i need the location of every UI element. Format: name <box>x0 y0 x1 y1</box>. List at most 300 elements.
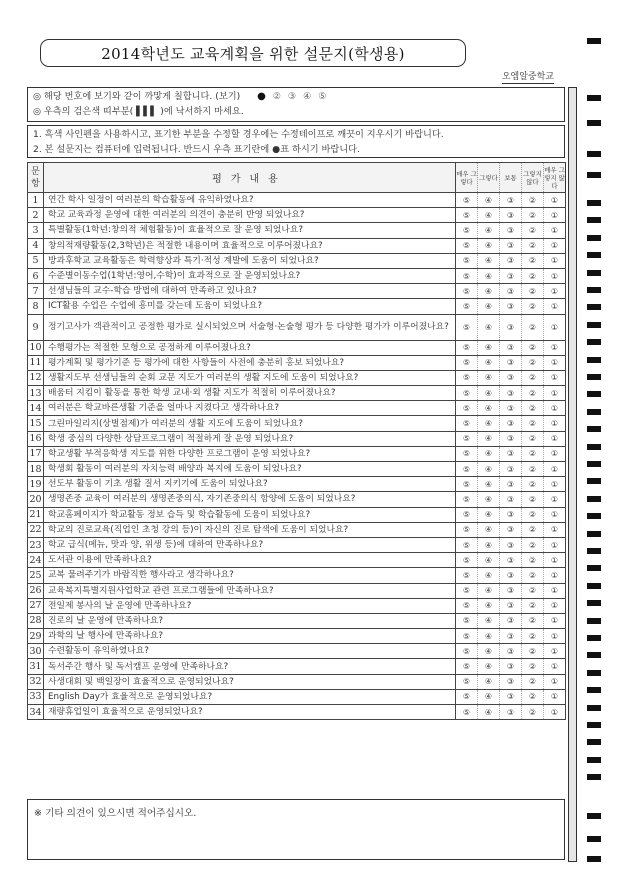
timing-mark <box>587 287 601 293</box>
answer-bubble-2[interactable]: ② <box>522 386 544 401</box>
answer-bubble-3[interactable]: ③ <box>500 299 522 314</box>
answer-bubble-1[interactable]: ① <box>544 314 566 340</box>
answer-bubble-2[interactable]: ② <box>522 370 544 385</box>
question-text: 학생회 활동이 여러분의 자치능력 배양과 복지에 도움이 되었나요? <box>44 462 456 477</box>
answer-bubble-2[interactable]: ② <box>522 613 544 628</box>
answer-bubble-5[interactable]: ⑤ <box>456 355 478 370</box>
answer-bubble-3[interactable]: ③ <box>500 223 522 238</box>
answer-bubble-5[interactable]: ⑤ <box>456 284 478 299</box>
question-row <box>28 340 566 355</box>
timing-mark <box>587 774 601 780</box>
answer-bubble-5[interactable]: ⑤ <box>456 537 478 552</box>
question-number: 20 <box>28 492 44 507</box>
answer-bubble-4[interactable]: ④ <box>478 537 500 552</box>
timing-mark <box>587 548 601 554</box>
answer-bubble-4[interactable]: ④ <box>478 644 500 659</box>
table-header <box>28 163 566 193</box>
answer-bubble-5[interactable]: ⑤ <box>456 553 478 568</box>
answer-bubble-3[interactable]: ③ <box>500 705 522 720</box>
question-row <box>28 431 566 446</box>
answer-bubble-5[interactable]: ⑤ <box>456 629 478 644</box>
question-row <box>28 553 566 568</box>
survey-table <box>27 162 566 720</box>
answer-bubble-3[interactable]: ③ <box>500 462 522 477</box>
answer-bubble-3[interactable]: ③ <box>500 477 522 492</box>
instructions-box <box>27 125 565 158</box>
question-row <box>28 208 566 223</box>
answer-bubble-1[interactable]: ① <box>544 537 566 552</box>
answer-bubble-3[interactable]: ③ <box>500 583 522 598</box>
answer-bubble-2[interactable]: ② <box>522 446 544 461</box>
question-row <box>28 507 566 522</box>
question-row <box>28 370 566 385</box>
answer-bubble-3[interactable]: ③ <box>500 644 522 659</box>
question-row <box>28 268 566 283</box>
example-options: ● ② ③ ④ ⑤ <box>257 91 329 102</box>
answer-bubble-4[interactable]: ④ <box>478 613 500 628</box>
answer-bubble-4[interactable]: ④ <box>478 659 500 674</box>
answer-bubble-5[interactable]: ⑤ <box>456 613 478 628</box>
notice-line-2: ◎ 우측의 검은색 띠부분( ▌▌▌ )에 낙서하지 마세요. <box>33 106 244 117</box>
filled-circle-icon: ● <box>257 91 268 102</box>
answer-bubble-1[interactable]: ① <box>544 553 566 568</box>
question-text: 학생 중심의 다양한 상담프로그램이 적절하게 잘 운영 되었나요? <box>44 431 456 446</box>
answer-bubble-3[interactable]: ③ <box>500 401 522 416</box>
answer-bubble-3[interactable]: ③ <box>500 507 522 522</box>
answer-bubble-2[interactable]: ② <box>522 705 544 720</box>
answer-bubble-2[interactable]: ② <box>522 583 544 598</box>
answer-bubble-5[interactable]: ⑤ <box>456 507 478 522</box>
answer-bubble-4[interactable]: ④ <box>478 386 500 401</box>
timing-mark <box>587 357 601 363</box>
question-text: 정기고사가 객관적이고 공정한 평가로 실시되었으며 서술형·논술형 평가 등 다양한 평가가 이루어졌나요? <box>44 314 456 340</box>
question-text: 독서주간 행사 및 독서캠프 운영에 만족하나요? <box>44 659 456 674</box>
timing-mark <box>587 172 601 178</box>
answer-bubble-3[interactable]: ③ <box>500 568 522 583</box>
answer-bubble-2[interactable]: ② <box>522 629 544 644</box>
answer-bubble-5[interactable]: ⑤ <box>456 568 478 583</box>
answer-bubble-1[interactable]: ① <box>544 568 566 583</box>
answer-bubble-2[interactable]: ② <box>522 268 544 283</box>
answer-bubble-4[interactable]: ④ <box>478 193 500 208</box>
answer-bubble-5[interactable]: ⑤ <box>456 598 478 613</box>
answer-bubble-5[interactable]: ⑤ <box>456 462 478 477</box>
survey-title <box>40 39 466 67</box>
answer-bubble-5[interactable]: ⑤ <box>456 299 478 314</box>
answer-bubble-1[interactable]: ① <box>544 477 566 492</box>
answer-bubble-3[interactable]: ③ <box>500 553 522 568</box>
answer-bubble-3[interactable]: ③ <box>500 629 522 644</box>
answer-bubble-2[interactable]: ② <box>522 644 544 659</box>
timing-mark <box>587 722 601 728</box>
answer-bubble-1[interactable]: ① <box>544 689 566 704</box>
answer-bubble-1[interactable]: ① <box>544 370 566 385</box>
instruction-1: 1. 흑색 사인펜을 사용하시고, 표기한 부분을 수정할 경우에는 수정테이프로 깨끗이 지우시기 바랍니다. <box>33 129 444 140</box>
answer-bubble-1[interactable]: ① <box>544 492 566 507</box>
answer-bubble-1[interactable]: ① <box>544 583 566 598</box>
timing-mark <box>587 670 601 676</box>
question-text: 선생님들의 교수-학습 방법에 대하여 만족하고 있나요? <box>44 284 456 299</box>
answer-bubble-1[interactable]: ① <box>544 507 566 522</box>
question-number: 4 <box>28 238 44 253</box>
question-number: 23 <box>28 537 44 552</box>
question-number: 14 <box>28 401 44 416</box>
answer-bubble-2[interactable]: ② <box>522 507 544 522</box>
question-number: 28 <box>28 613 44 628</box>
answer-bubble-4[interactable]: ④ <box>478 492 500 507</box>
question-text: 생명존중 교육이 여러분의 생명존중의식, 자기존중의식 함양에 도움이 되었나요? <box>44 492 456 507</box>
timing-mark <box>587 618 601 624</box>
question-text: 학교 교육과정 운영에 대한 여러분의 의견이 충분히 반영 되었나요? <box>44 208 456 223</box>
answer-bubble-3[interactable]: ③ <box>500 522 522 537</box>
question-row <box>28 705 566 720</box>
answer-bubble-2[interactable]: ② <box>522 253 544 268</box>
question-text: 사생대회 및 백일장이 효율적으로 운영되었나요? <box>44 674 456 689</box>
answer-bubble-5[interactable]: ⑤ <box>456 659 478 674</box>
answer-bubble-3[interactable]: ③ <box>500 193 522 208</box>
answer-bubble-3[interactable]: ③ <box>500 416 522 431</box>
answer-bubble-4[interactable]: ④ <box>478 314 500 340</box>
answer-bubble-3[interactable]: ③ <box>500 370 522 385</box>
timing-mark <box>587 426 601 432</box>
question-row <box>28 629 566 644</box>
answer-bubble-2[interactable]: ② <box>522 522 544 537</box>
answer-bubble-5[interactable]: ⑤ <box>456 446 478 461</box>
answer-bubble-1[interactable]: ① <box>544 431 566 446</box>
answer-bubble-5[interactable]: ⑤ <box>456 477 478 492</box>
answer-bubble-5[interactable]: ⑤ <box>456 223 478 238</box>
question-text: 수련활동이 유익하였나요? <box>44 644 456 659</box>
answer-bubble-1[interactable]: ① <box>544 340 566 355</box>
question-row <box>28 674 566 689</box>
answer-bubble-1[interactable]: ① <box>544 416 566 431</box>
answer-bubble-1[interactable]: ① <box>544 401 566 416</box>
header-content: 평가내용 <box>44 163 456 193</box>
timing-mark <box>587 496 601 502</box>
question-text: 재량휴업일이 효율적으로 운영되었나요? <box>44 705 456 720</box>
question-row <box>28 644 566 659</box>
question-text: 전일제 봉사의 날 운영에 만족하나요? <box>44 598 456 613</box>
answer-bubble-2[interactable]: ② <box>522 416 544 431</box>
answer-bubble-4[interactable]: ④ <box>478 477 500 492</box>
answer-bubble-4[interactable]: ④ <box>478 223 500 238</box>
answer-bubble-1[interactable]: ① <box>544 446 566 461</box>
answer-bubble-1[interactable]: ① <box>544 268 566 283</box>
answer-bubble-4[interactable]: ④ <box>478 284 500 299</box>
question-number: 10 <box>28 340 44 355</box>
answer-bubble-1[interactable]: ① <box>544 253 566 268</box>
answer-bubble-3[interactable]: ③ <box>500 431 522 446</box>
answer-bubble-3[interactable]: ③ <box>500 314 522 340</box>
timing-mark <box>587 836 601 842</box>
question-number: 25 <box>28 568 44 583</box>
answer-bubble-4[interactable]: ④ <box>478 705 500 720</box>
answer-bubble-4[interactable]: ④ <box>478 431 500 446</box>
answer-bubble-5[interactable]: ⑤ <box>456 644 478 659</box>
question-text: 과학의 날 행사에 만족하나요? <box>44 629 456 644</box>
answer-bubble-3[interactable]: ③ <box>500 613 522 628</box>
answer-bubble-4[interactable]: ④ <box>478 568 500 583</box>
answer-bubble-5[interactable]: ⑤ <box>456 238 478 253</box>
question-row <box>28 689 566 704</box>
answer-bubble-2[interactable]: ② <box>522 431 544 446</box>
answer-bubble-3[interactable]: ③ <box>500 284 522 299</box>
answer-bubble-1[interactable]: ① <box>544 299 566 314</box>
question-number: 6 <box>28 268 44 283</box>
answer-bubble-2[interactable]: ② <box>522 238 544 253</box>
question-text: 배움터 지킴이 활동을 통한 학생 교내·외 생활 지도가 적절히 이루어졌나요? <box>44 386 456 401</box>
question-number: 2 <box>28 208 44 223</box>
timing-mark <box>587 531 601 537</box>
timing-mark <box>587 739 601 745</box>
question-row <box>28 238 566 253</box>
header-option-2: 그렇지 않다 <box>522 163 544 193</box>
answer-bubble-3[interactable]: ③ <box>500 340 522 355</box>
answer-bubble-4[interactable]: ④ <box>478 674 500 689</box>
answer-bubble-2[interactable]: ② <box>522 659 544 674</box>
header-option-4: 그렇다 <box>478 163 500 193</box>
answer-bubble-5[interactable]: ⑤ <box>456 386 478 401</box>
answer-bubble-3[interactable]: ③ <box>500 253 522 268</box>
answer-bubble-5[interactable]: ⑤ <box>456 253 478 268</box>
answer-bubble-5[interactable]: ⑤ <box>456 268 478 283</box>
answer-bubble-5[interactable]: ⑤ <box>456 370 478 385</box>
answer-bubble-2[interactable]: ② <box>522 537 544 552</box>
question-number: 15 <box>28 416 44 431</box>
question-number: 32 <box>28 674 44 689</box>
question-number: 19 <box>28 477 44 492</box>
answer-bubble-4[interactable]: ④ <box>478 462 500 477</box>
question-text: 그린마일리지(상벌점제)가 여러분의 생활 지도에 도움이 되었나요? <box>44 416 456 431</box>
question-text: 교육복지특별지원사업학교 관련 프로그램들에 만족하나요? <box>44 583 456 598</box>
question-text: ICT활용 수업은 수업에 흥미를 갖는데 도움이 되었나요? <box>44 299 456 314</box>
answer-bubble-2[interactable]: ② <box>522 674 544 689</box>
answer-bubble-5[interactable]: ⑤ <box>456 674 478 689</box>
question-row <box>28 522 566 537</box>
answer-bubble-1[interactable]: ① <box>544 284 566 299</box>
answer-bubble-2[interactable]: ② <box>522 314 544 340</box>
question-row <box>28 477 566 492</box>
question-number: 17 <box>28 446 44 461</box>
question-text: 생활지도부 선생님들의 순회 교문 지도가 여러분의 생활 지도에 도움이 되었나요? <box>44 370 456 385</box>
question-text: 창의적재량활동(2,3학년)은 적절한 내용이며 효율적으로 이루어졌나요? <box>44 238 456 253</box>
question-number: 13 <box>28 386 44 401</box>
answer-bubble-1[interactable]: ① <box>544 386 566 401</box>
timing-mark <box>587 339 601 345</box>
answer-bubble-1[interactable]: ① <box>544 355 566 370</box>
question-text: 연간 학사 일정이 여러분의 학습활동에 유익하였나요? <box>44 193 456 208</box>
answer-bubble-3[interactable]: ③ <box>500 268 522 283</box>
answer-bubble-5[interactable]: ⑤ <box>456 431 478 446</box>
answer-bubble-4[interactable]: ④ <box>478 355 500 370</box>
question-text: 학교 급식(메뉴, 맛과 양, 위생 등)에 대하여 만족하나요? <box>44 537 456 552</box>
answer-bubble-1[interactable]: ① <box>544 659 566 674</box>
answer-bubble-2[interactable]: ② <box>522 340 544 355</box>
comment-box[interactable] <box>27 799 565 860</box>
answer-bubble-5[interactable]: ⑤ <box>456 583 478 598</box>
question-text: 학교의 진로교육(직업인 초청 강의 등)이 자신의 진로 탐색에 도움이 되었나요? <box>44 522 456 537</box>
answer-bubble-4[interactable]: ④ <box>478 208 500 223</box>
timing-mark <box>587 38 601 44</box>
instruction-2: 2. 본 설문지는 컴퓨터에 입력됩니다. 반드시 우측 표기란에 ●표 하시기 바랍니다. <box>33 144 360 155</box>
answer-bubble-5[interactable]: ⑤ <box>456 689 478 704</box>
answer-bubble-4[interactable]: ④ <box>478 583 500 598</box>
question-text: 교복 물려주기가 바람직한 행사라고 생각하나요? <box>44 568 456 583</box>
header-option-5: 매우 그렇다 <box>456 163 478 193</box>
answer-bubble-3[interactable]: ③ <box>500 446 522 461</box>
answer-bubble-2[interactable]: ② <box>522 355 544 370</box>
answer-bubble-3[interactable]: ③ <box>500 238 522 253</box>
question-row <box>28 401 566 416</box>
timing-mark <box>587 95 601 101</box>
answer-bubble-2[interactable]: ② <box>522 492 544 507</box>
survey-title-text: 2014학년도 교육계획을 위한 설문지(학생용) <box>101 44 405 63</box>
header-option-1: 매우 그렇지 않다 <box>544 163 566 193</box>
question-row <box>28 613 566 628</box>
answer-bubble-2[interactable]: ② <box>522 208 544 223</box>
answer-bubble-5[interactable]: ⑤ <box>456 705 478 720</box>
timing-mark <box>587 200 601 206</box>
answer-bubble-3[interactable]: ③ <box>500 689 522 704</box>
question-number: 3 <box>28 223 44 238</box>
answer-bubble-1[interactable]: ① <box>544 223 566 238</box>
question-number: 22 <box>28 522 44 537</box>
question-row <box>28 598 566 613</box>
answer-bubble-2[interactable]: ② <box>522 284 544 299</box>
timing-mark <box>587 322 601 328</box>
question-row <box>28 284 566 299</box>
question-row <box>28 446 566 461</box>
comment-prompt: ※ 기타 의견이 있으시면 적어주십시오. <box>34 808 197 819</box>
question-row <box>28 583 566 598</box>
answer-bubble-2[interactable]: ② <box>522 553 544 568</box>
answer-bubble-1[interactable]: ① <box>544 238 566 253</box>
answer-bubble-4[interactable]: ④ <box>478 598 500 613</box>
answer-bubble-3[interactable]: ③ <box>500 674 522 689</box>
timing-mark <box>587 513 601 519</box>
timing-mark <box>587 409 601 415</box>
answer-bubble-2[interactable]: ② <box>522 193 544 208</box>
answer-bubble-1[interactable]: ① <box>544 629 566 644</box>
question-text: 도서관 이용에 만족하나요? <box>44 553 456 568</box>
question-number: 1 <box>28 193 44 208</box>
answer-bubble-2[interactable]: ② <box>522 299 544 314</box>
timing-mark <box>587 304 601 310</box>
answer-bubble-5[interactable]: ⑤ <box>456 492 478 507</box>
timing-mark <box>587 217 601 223</box>
timing-mark <box>587 565 601 571</box>
answer-bubble-1[interactable]: ① <box>544 598 566 613</box>
question-text: 특별활동(1학년:창의적 체험활동)이 효율적으로 잘 운영 되었나요? <box>44 223 456 238</box>
answer-bubble-3[interactable]: ③ <box>500 208 522 223</box>
answer-bubble-2[interactable]: ② <box>522 598 544 613</box>
answer-bubble-1[interactable]: ① <box>544 462 566 477</box>
answer-bubble-4[interactable]: ④ <box>478 522 500 537</box>
question-number: 11 <box>28 355 44 370</box>
answer-bubble-5[interactable]: ⑤ <box>456 401 478 416</box>
question-number: 27 <box>28 598 44 613</box>
answer-bubble-3[interactable]: ③ <box>500 537 522 552</box>
timing-mark <box>587 120 601 126</box>
question-number: 24 <box>28 553 44 568</box>
answer-bubble-1[interactable]: ① <box>544 613 566 628</box>
question-row <box>28 193 566 208</box>
answer-bubble-3[interactable]: ③ <box>500 386 522 401</box>
answer-bubble-3[interactable]: ③ <box>500 659 522 674</box>
school-name: 오엠알중학교 <box>501 72 554 82</box>
answer-bubble-1[interactable]: ① <box>544 522 566 537</box>
answer-bubble-1[interactable]: ① <box>544 674 566 689</box>
answer-bubble-4[interactable]: ④ <box>478 268 500 283</box>
timing-mark <box>587 687 601 693</box>
timing-mark <box>587 461 601 467</box>
answer-bubble-2[interactable]: ② <box>522 462 544 477</box>
timing-mark <box>587 652 601 658</box>
question-row <box>28 386 566 401</box>
answer-bubble-4[interactable]: ④ <box>478 238 500 253</box>
timing-mark <box>587 374 601 380</box>
answer-bubble-4[interactable]: ④ <box>478 299 500 314</box>
answer-bubble-4[interactable]: ④ <box>478 253 500 268</box>
question-text: 수준별이동수업(1학년:영어,수학)이 효과적으로 잘 운영되었나요? <box>44 268 456 283</box>
answer-bubble-4[interactable]: ④ <box>478 416 500 431</box>
answer-bubble-2[interactable]: ② <box>522 401 544 416</box>
answer-bubble-2[interactable]: ② <box>522 477 544 492</box>
answer-bubble-5[interactable]: ⑤ <box>456 208 478 223</box>
answer-bubble-5[interactable]: ⑤ <box>456 314 478 340</box>
answer-bubble-1[interactable]: ① <box>544 193 566 208</box>
answer-bubble-5[interactable]: ⑤ <box>456 193 478 208</box>
question-number: 33 <box>28 689 44 704</box>
timing-mark <box>587 757 601 763</box>
timing-mark <box>587 391 601 397</box>
timing-mark <box>587 813 601 819</box>
answer-bubble-3[interactable]: ③ <box>500 598 522 613</box>
answer-bubble-2[interactable]: ② <box>522 223 544 238</box>
answer-bubble-1[interactable]: ① <box>544 705 566 720</box>
answer-bubble-5[interactable]: ⑤ <box>456 340 478 355</box>
answer-bubble-5[interactable]: ⑤ <box>456 522 478 537</box>
answer-bubble-4[interactable]: ④ <box>478 507 500 522</box>
answer-bubble-4[interactable]: ④ <box>478 370 500 385</box>
answer-bubble-2[interactable]: ② <box>522 568 544 583</box>
timing-mark <box>587 235 601 241</box>
question-number: 7 <box>28 284 44 299</box>
question-row <box>28 568 566 583</box>
question-text: 선도부 활동이 기초 생활 질서 지키기에 도움이 되었나요? <box>44 477 456 492</box>
answer-bubble-3[interactable]: ③ <box>500 355 522 370</box>
question-number: 34 <box>28 705 44 720</box>
answer-bubble-4[interactable]: ④ <box>478 689 500 704</box>
answer-bubble-4[interactable]: ④ <box>478 446 500 461</box>
answer-bubble-4[interactable]: ④ <box>478 340 500 355</box>
question-row <box>28 223 566 238</box>
answer-bubble-1[interactable]: ① <box>544 644 566 659</box>
answer-bubble-2[interactable]: ② <box>522 689 544 704</box>
answer-bubble-5[interactable]: ⑤ <box>456 416 478 431</box>
question-number: 9 <box>28 314 44 340</box>
answer-bubble-4[interactable]: ④ <box>478 553 500 568</box>
question-row <box>28 253 566 268</box>
notice-box <box>27 87 565 122</box>
answer-bubble-4[interactable]: ④ <box>478 629 500 644</box>
answer-bubble-3[interactable]: ③ <box>500 492 522 507</box>
timing-mark <box>587 635 601 641</box>
answer-bubble-4[interactable]: ④ <box>478 401 500 416</box>
answer-bubble-1[interactable]: ① <box>544 208 566 223</box>
question-number: 29 <box>28 629 44 644</box>
question-text: English Day가 효율적으로 운영되었나요? <box>44 689 456 704</box>
